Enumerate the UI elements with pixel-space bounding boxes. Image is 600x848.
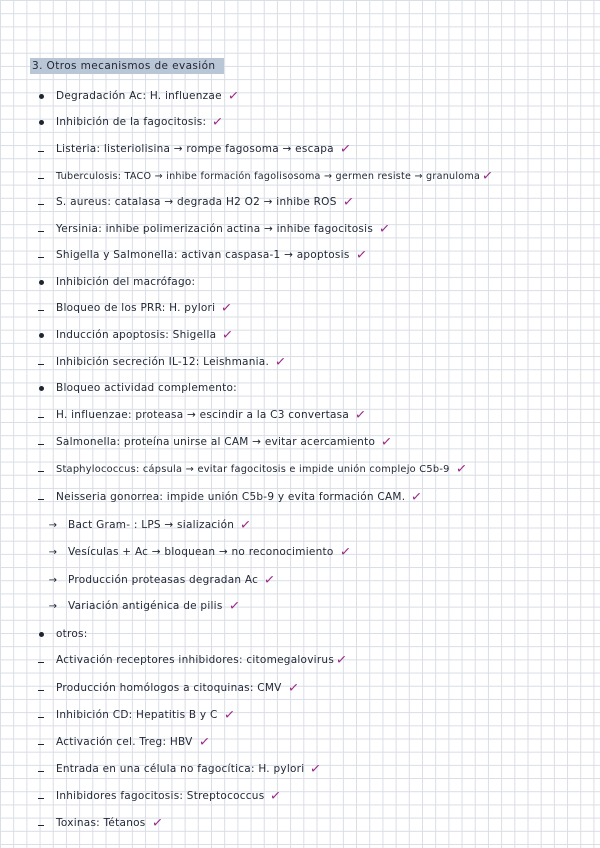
list-item: [0, 730, 210, 754]
list-item-text: Staphylococcus: cápsula → evitar fagocitosis e impide unión complejo C5b-9: [56, 463, 450, 475]
checkmark-icon: ✓: [220, 299, 234, 317]
list-item: [0, 84, 239, 108]
list-item: [0, 190, 354, 214]
list-item-text: Bloqueo de los PRR: H. pylori: [56, 302, 216, 314]
checkmark-icon: ✓: [274, 353, 288, 371]
list-item: [0, 457, 467, 481]
list-item-text: Yersinia: inhibe polimerización actina → inhibe fagocitosis: [56, 223, 374, 235]
bullet-dash: [38, 690, 44, 691]
checkmark-icon: ✓: [335, 651, 348, 669]
bullet-dash: [38, 417, 44, 418]
checkmark-icon: ✓: [227, 597, 241, 615]
list-item-text: Inhibición del macrófago:: [56, 276, 196, 288]
bullet-dash: [38, 444, 44, 445]
list-item: [0, 430, 392, 454]
list-item: [0, 350, 286, 374]
bullet-dash: [38, 662, 44, 663]
checkmark-icon: ✓: [341, 193, 355, 211]
checkmark-icon: ✓: [338, 543, 352, 561]
bullet-dot: [39, 386, 44, 391]
checkmark-icon: ✓: [263, 571, 277, 589]
checkmark-icon: ✓: [354, 406, 367, 424]
list-item: [0, 217, 390, 241]
arrow-bullet-icon: →: [48, 574, 58, 586]
list-item-text: Bloqueo actividad complemento:: [56, 382, 237, 394]
list-item: [0, 622, 88, 646]
bullet-dash: [38, 151, 44, 152]
bullet-dash: [38, 499, 44, 500]
list-item-text: H. influenzae: proteasa → escindir a la C3 convertasa: [56, 409, 350, 421]
arrow-bullet-icon: →: [48, 519, 58, 531]
checkmark-icon: ✓: [309, 760, 323, 778]
checkmark-icon: ✓: [221, 326, 235, 344]
bullet-dot: [39, 333, 44, 338]
checkmark-icon: ✓: [481, 167, 495, 185]
checkmark-icon: ✓: [150, 814, 164, 832]
bullet-dash: [38, 257, 44, 258]
checkmark-icon: ✓: [197, 733, 211, 751]
bullet-dash: [38, 204, 44, 205]
checkmark-icon: ✓: [211, 113, 225, 131]
list-item: [0, 648, 347, 672]
list-item: [0, 676, 299, 700]
list-item-text: Salmonella: proteína unirse al CAM → evitar acercamiento: [56, 436, 376, 448]
list-item-text: Tuberculosis: TACO → inhibe formación fagolisosoma → germen resiste → granuloma: [56, 170, 481, 182]
list-item: [0, 164, 493, 188]
section-title: [30, 58, 224, 74]
checkmark-icon: ✓: [269, 787, 283, 805]
arrow-bullet-icon: →: [48, 546, 58, 558]
bullet-dot: [39, 120, 44, 125]
list-item: [0, 485, 422, 509]
checkmark-icon: ✓: [286, 679, 300, 697]
list-item-text: Inducción apoptosis: Shigella: [56, 329, 217, 341]
arrow-bullet-icon: →: [48, 600, 58, 612]
checkmark-icon: ✓: [454, 460, 468, 478]
list-item-text: Listeria: listeriolisina → rompe fagosoma → escapa: [56, 143, 334, 155]
list-item-text: Producción homólogos a citoquinas: CMV: [56, 682, 282, 694]
bullet-dot: [39, 94, 44, 99]
list-item: [0, 594, 240, 618]
list-item: [0, 703, 235, 727]
checkmark-icon: ✓: [354, 246, 368, 264]
list-item-text: Activación cel. Treg: HBV: [56, 736, 193, 748]
bullet-dash: [38, 310, 44, 311]
bullet-dash: [38, 717, 44, 718]
list-item-text: Entrada en una célula no fagocítica: H. pylori: [56, 763, 305, 775]
list-item: [0, 568, 275, 592]
bullet-dash: [38, 798, 44, 799]
checkmark-icon: ✓: [339, 140, 352, 158]
list-item: [0, 110, 223, 134]
list-item: [0, 540, 351, 564]
bullet-dot: [39, 280, 44, 285]
list-item-text: Variación antigénica de pilis: [68, 600, 223, 612]
list-item-text: Activación receptores inhibidores: citomegalovirus: [56, 654, 335, 666]
checkmark-icon: ✓: [239, 516, 253, 534]
bullet-dash: [38, 744, 44, 745]
bullet-dot: [39, 632, 44, 637]
bullet-dash: [38, 178, 44, 179]
checkmark-icon: ✓: [378, 220, 391, 238]
list-item-text: Inhibidores fagocitosis: Streptococcus: [56, 790, 265, 802]
bullet-dash: [38, 825, 44, 826]
list-item: [0, 323, 233, 347]
checkmark-icon: ✓: [222, 706, 236, 724]
list-item-text: Inhibición CD: Hepatitis B y C: [56, 709, 218, 721]
list-item: [0, 137, 351, 161]
list-item: [0, 376, 237, 400]
list-item-text: Neisseria gonorrea: impide unión C5b-9 y evita formación CAM.: [56, 491, 406, 503]
section-title-text: 3. Otros mecanismos de evasión: [32, 60, 216, 72]
list-item-text: otros:: [56, 628, 88, 640]
list-item: [0, 757, 322, 781]
list-item-text: Vesículas + Ac → bloquean → no reconocimiento: [68, 546, 334, 558]
checkmark-icon: ✓: [410, 488, 424, 506]
list-item-text: Shigella y Salmonella: activan caspasa-1 → apoptosis: [56, 249, 350, 261]
list-item: [0, 811, 163, 835]
list-item-text: Producción proteasas degradan Ac: [68, 574, 259, 586]
checkmark-icon: ✓: [380, 433, 394, 451]
list-item-text: Inhibición secreción IL-12: Leishmania.: [56, 356, 270, 368]
bullet-dash: [38, 231, 44, 232]
bullet-dash: [38, 364, 44, 365]
list-item-text: S. aureus: catalasa → degrada H2 O2 → inhibe ROS: [56, 196, 337, 208]
list-item: [0, 513, 251, 537]
list-item-text: Degradación Ac: H. influenzae: [56, 90, 222, 102]
list-item-text: Toxinas: Tétanos: [56, 817, 146, 829]
list-item: [0, 403, 366, 427]
bullet-dash: [38, 471, 44, 472]
list-item: [0, 784, 282, 808]
list-item-text: Inhibición de la fagocitosis:: [56, 116, 207, 128]
list-item: [0, 296, 232, 320]
list-item: [0, 243, 367, 267]
list-item-text: Bact Gram- : LPS → sialización: [68, 519, 235, 531]
checkmark-icon: ✓: [227, 87, 240, 105]
list-item: [0, 270, 195, 294]
bullet-dash: [38, 771, 44, 772]
